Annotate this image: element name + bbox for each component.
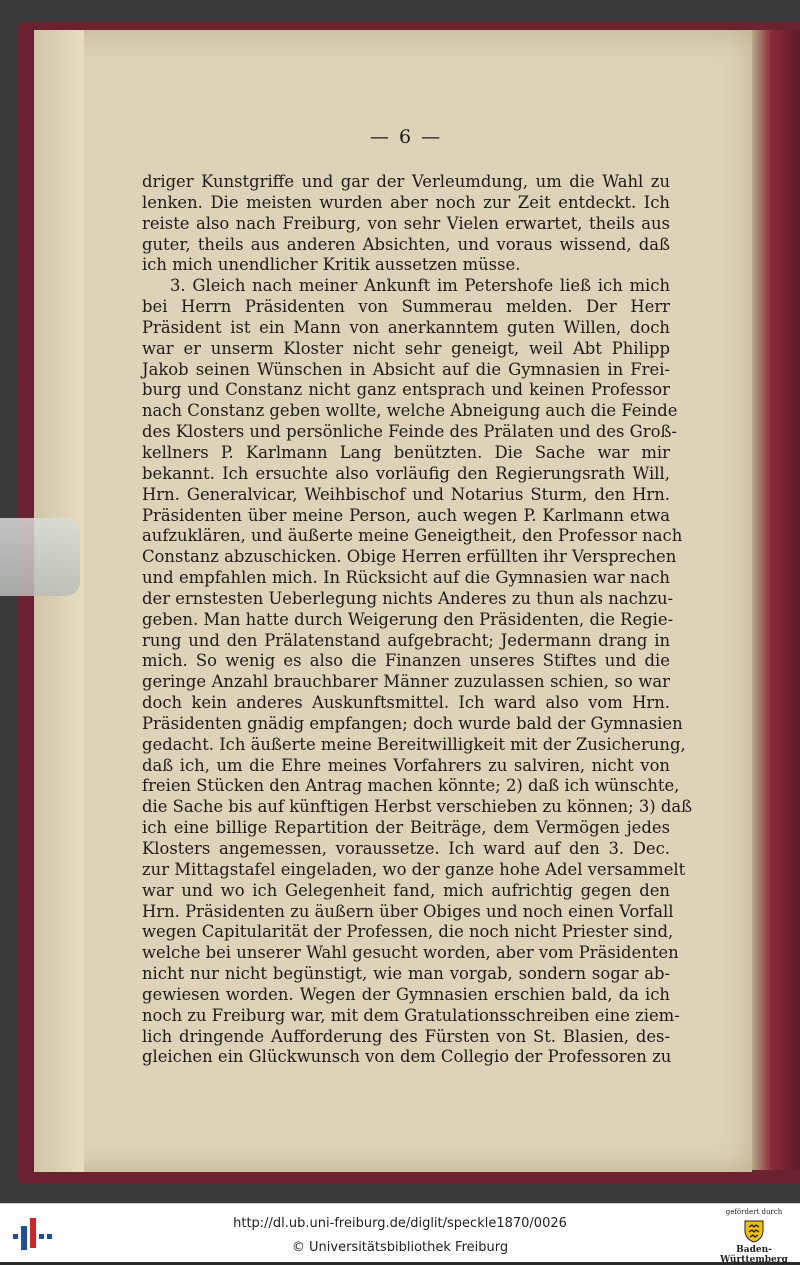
text-line: reiste also nach Freiburg, von sehr Vielen erwartet, theils aus (142, 213, 670, 233)
text-line: lich dringende Aufforderung des Fürsten von St. Blasien, des- (142, 1026, 670, 1046)
text-line: lenken. Die meisten wurden aber noch zur Zeit entdeckt. Ich (142, 192, 670, 212)
text-line: geben. Man hatte durch Weigerung den Präsidenten, die Regie- (142, 609, 674, 629)
text-line: gewiesen worden. Wegen der Gymnasien erschien bald, da ich (142, 984, 670, 1004)
page-number: — 6 — (369, 126, 443, 148)
text-line: nicht nur nicht begünstigt, wie man vorgab, sondern sogar ab- (142, 964, 670, 984)
text-line: und empfahlen mich. In Rücksicht auf die Gymnasien war nach (142, 568, 670, 588)
text-line: noch zu Freiburg war, mit dem Gratulationsschreiben eine ziem- (142, 1005, 680, 1025)
text-line: burg und Constanz nicht ganz entsprach und keinen Professor (142, 380, 670, 400)
document-url[interactable]: http://dl.ub.uni-freiburg.de/diglit/speckle1870/0026 (233, 1216, 567, 1231)
text-line: ich mich unendlicher Kritik aussetzen müsse. (142, 255, 521, 275)
text-line: gedacht. Ich äußerte meine Bereitwilligkeit mit der Zusicherung, (142, 734, 686, 754)
text-line: wegen Capitularität der Professen, die noch nicht Priester sind, (142, 922, 674, 942)
text-line: gleichen ein Glückwunsch von dem Collegio der Professoren zu (142, 1047, 672, 1067)
page-clip (0, 518, 80, 596)
text-line: Jakob seinen Wünschen in Absicht auf die Gymnasien in Frei- (142, 359, 670, 379)
text-line: geringe Anzahl brauchbarer Männer zuzulassen schien, so war (142, 672, 670, 692)
text-line: welche bei unserer Wahl gesucht worden, aber vom Präsidenten (142, 943, 679, 963)
text-line: der ernstesten Ueberlegung nichts Anderes zu thun als nachzu- (142, 588, 674, 608)
text-line: war und wo ich Gelegenheit fand, mich aufrichtig gegen den (142, 880, 670, 900)
text-line: 3. Gleich nach meiner Ankunft im Petershofe ließ ich mich (170, 276, 670, 296)
text-line: Präsident ist ein Mann von anerkanntem guten Willen, doch (142, 317, 670, 337)
page-gutter (34, 30, 84, 1172)
funder-name: Baden-Württemberg (720, 1245, 788, 1265)
text-line: guter, theils aus anderen Absichten, und voraus wissend, daß (142, 234, 670, 254)
text-line: Hrn. Präsidenten zu äußern über Obiges und noch einen Vorfall (142, 901, 674, 921)
text-line: daß ich, um die Ehre meines Vorfahrers zu salviren, nicht von (142, 755, 670, 775)
viewer-footer (0, 1203, 800, 1265)
funding-badge[interactable] (714, 1208, 794, 1265)
text-line: Constanz abzuschicken. Obige Herren erfüllten ihr Versprechen (142, 547, 677, 567)
coat-of-arms-icon (741, 1218, 767, 1244)
page-content (142, 126, 693, 1068)
text-line: kellners P. Karlmann Lang benützten. Die Sache war mir (142, 442, 670, 462)
text-line: freien Stücken den Antrag machen könnte; 2) daß ich wünschte, (142, 776, 680, 796)
text-line: nach Constanz geben wollte, welche Abneigung auch die Feinde (142, 401, 678, 421)
text-line: zur Mittagstafel eingeladen, wo der ganze hohe Adel versammelt (142, 859, 686, 879)
text-line: die Sache bis auf künftigen Herbst verschieben zu können; 3) daß (142, 797, 693, 817)
book-cover-edge (752, 30, 800, 1170)
text-line: ich eine billige Repartition der Beiträge, dem Vermögen jedes (142, 818, 670, 838)
text-line: Präsidenten gnädig empfangen; doch wurde bald der Gymnasien (142, 713, 683, 733)
text-line: Klosters angemessen, voraussetze. Ich ward auf den 3. Dec. (142, 839, 670, 858)
text-line: aufzuklären, und äußerte meine Geneigtheit, den Professor nach (142, 526, 683, 546)
text-line: bei Herrn Präsidenten von Summerau melden. Der Herr (142, 297, 670, 317)
text-line: Hrn. Generalvicar, Weihbischof und Notarius Sturm, den Hrn. (142, 484, 670, 504)
body-text (142, 172, 693, 1068)
copyright-notice: © Universitätsbibliothek Freiburg (291, 1240, 509, 1255)
text-line: mich. So wenig es also die Finanzen unseres Stiftes und die (142, 651, 670, 671)
text-line: war er unserm Kloster nicht sehr geneigt, weil Abt Philipp (142, 338, 670, 358)
funded-by-label: gefördert durch (725, 1208, 783, 1216)
text-line: rung und den Prälatenstand aufgebracht; Jedermann drang in (142, 630, 670, 650)
text-line: Präsidenten über meine Person, auch wegen P. Karlmann etwa (142, 505, 670, 525)
text-line: bekannt. Ich ersuchte also vorläufig den Regierungsrath Will, (142, 463, 670, 483)
text-line: driger Kunstgriffe und gar der Verleumdung, um die Wahl zu (142, 172, 670, 191)
text-line: doch kein anderes Auskunftsmittel. Ich ward also vom Hrn. (142, 693, 670, 713)
text-line: des Klosters und persönliche Feinde des Prälaten und des Groß- (142, 422, 677, 442)
